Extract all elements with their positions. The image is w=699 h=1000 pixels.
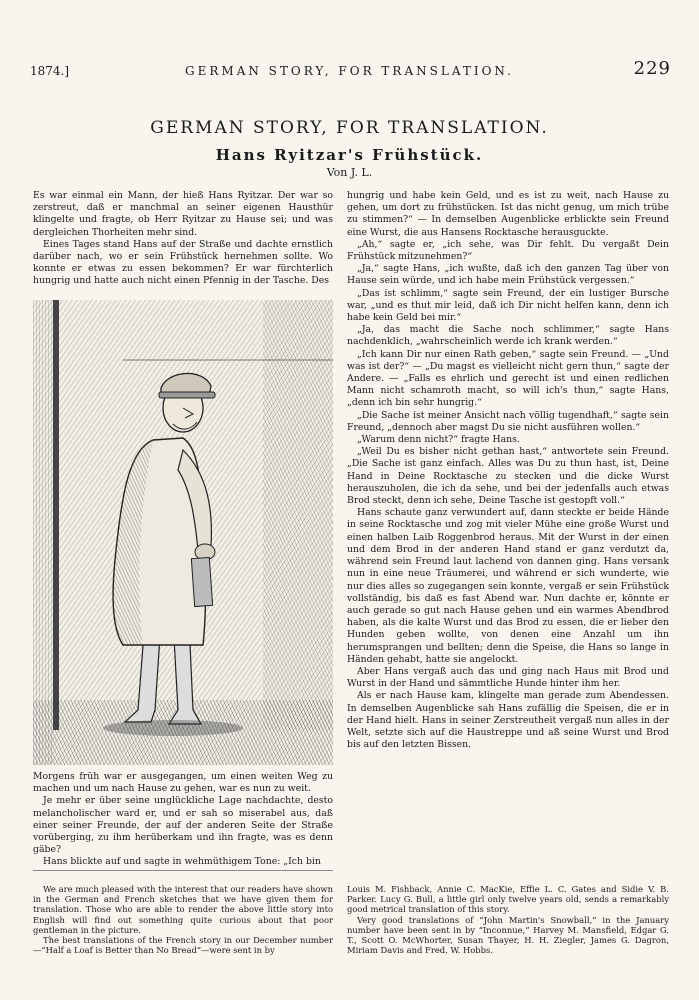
- paragraph: Hans schaute ganz verwundert auf, dann steckte er beide Hände in seine Rocktasche und zog mit vieler Mühe eine große Wurst und einen halben Laib Roggenbrod heraus. Mit der Wurst in der einen und dem Brod in der anderen Hand stand er ganz verdutzt da, während sein Freund laut lachend von dannen ging. Hans versank nun in eine neue Träumerei, und während er sich wunderte, wie nur dies alles so zugegangen sein konnte, vergaß er sein Frühstück vollständig, bis daß es fast Abend war. Nun dachte er, könnte er auch gerade so gut nach Hause gehen und ein warmes Abendbrod haben, als die kalte Wurst und das Brod zu essen, die er lieber den Hunden geben wollte, von denen eine Anzahl um ihn herumsprangen und bellten; denn die Speise, die Hans so lange in Händen gehabt, hatte sie angelockt.: [347, 507, 669, 665]
- paragraph: Louis M. Fishback, Annie C. MacKie, Effie L. C. Gates and Sidie V. B. Parker. Lucy G. Bull, a little girl only twelve years old, sends a remarkably good metrical translation of this story.: [347, 884, 669, 915]
- paragraph: „Das ist schlimm,“ sagte sein Freund, der ein lustiger Bursche war, „und es thut mir leid, daß ich Dir nicht helfen kann, denn ich habe kein Geld bei mir.“: [347, 287, 669, 324]
- page-number: 229: [633, 58, 671, 79]
- paragraph: „Ich kann Dir nur einen Rath geben,“ sagte sein Freund. — „Und was ist der?“ — „Du magst es vielleicht nicht gern thun,“ sagte der Andere. — „Falls es ehrlich und gerecht ist und einen redlichen Mann nicht schamroth macht, so will ich's thun,“ sagte Hans, „denn ich bin sehr hungrig.“: [347, 348, 669, 409]
- paragraph: hungrig und habe kein Geld, und es ist zu weit, nach Hause zu gehen, um dort zu frühstücken. Ist das nicht genug, um mich trübe zu stimmen?“ — In demselben Augenblicke erblickte sein Freund eine Wurst, die aus Hansens Rocktasche herausguckte.: [347, 190, 669, 238]
- paragraph: Als er nach Hause kam, klingelte man gerade zum Abendessen. In demselben Augenblicke sah Hans zufällig die Speisen, die er in der Hand hielt. Hans in seiner Zerstreutheit vergaß nun alles in der Welt, setzte sich auf die Haustreppe und aß seine Wurst und Brod bis auf den letzten Bissen.: [347, 690, 669, 751]
- english-note-left: [33, 884, 333, 955]
- engraving-man-icon: [33, 300, 333, 765]
- running-title: GERMAN STORY, FOR TRANSLATION.: [185, 64, 514, 78]
- paragraph: Aber Hans vergaß auch das und ging nach Haus mit Brod und Wurst in der Hand und sämmtliche Hunde hinter ihm her.: [347, 665, 669, 690]
- paragraph: Very good translations of “John Martin's Snowball,” in the January number have been sent in by “Inconnue,” Harvey M. Mansfield, Edgar G. T., Scott O. McWhorter, Susan Thayer, H. H. Ziegler, James G. Dagron, Miriam Davis and Fred. W. Hobbs.: [347, 914, 669, 956]
- paragraph: „Ah,“ sagte er, „ich sehe, was Dir fehlt. Du vergaßt Dein Frühstück mitzunehmen?“: [347, 238, 669, 263]
- paragraph: „Warum denn nicht?“ fragte Hans.: [357, 434, 520, 446]
- year-label: 1874.]: [30, 64, 70, 78]
- paragraph: Hans blickte auf und sagte in wehmüthigem Tone: „Ich bin: [43, 856, 321, 868]
- story-title: Hans Ryitzar's Frühstück.: [215, 146, 484, 164]
- paragraph: „Die Sache ist meiner Ansicht nach völlig tugendhaft,“ sagte sein Freund, „dennoch aber magst Du sie nicht ausführen wollen.“: [347, 409, 669, 433]
- article-title: GERMAN STORY, FOR TRANSLATION.: [150, 118, 549, 138]
- left-column-top: [33, 190, 333, 288]
- illustration-image: [33, 300, 333, 765]
- paragraph: „Weil Du es bisher nicht gethan hast,“ antwortete sein Freund. „Die Sache ist ganz einfach. Alles was Du zu thun hast, ist, Deine Hand in Deine Rocktasche zu stecken und die dicke Wurst herauszuholen, die ich da sehe, und bei der jedenfalls auch etwas Brod steckt, denn ich sehe, Deine Tasche ist gestopft voll.“: [347, 446, 669, 507]
- paragraph: The best translations of the French story in our December number—“Half a Loaf is Better than No Bread”—were sent in by: [33, 935, 333, 956]
- byline: Von J. L.: [326, 166, 373, 179]
- english-note-right: [347, 884, 669, 955]
- left-column-bottom: [33, 771, 333, 869]
- paragraph: We are much pleased with the interest that our readers have shown in the German and French sketches that we have given them for translation. Those who are able to render the above little story into English will find out something quite curious about that poor gentleman in the picture.: [33, 884, 333, 935]
- paragraph: Eines Tages stand Hans auf der Straße und dachte ernstlich darüber nach, wo er sein Frühstück hernehmen sollte. Wo konnte er etwas zu essen bekommen? Er war fürchterlich hungrig und hatte auch nicht einen Pfennig in der Tasche. Des: [33, 238, 333, 287]
- paragraph: „Ja,“ sagte Hans, „ich wußte, daß ich den ganzen Tag über von Hause sein würde, und ich habe mein Frühstück vergessen.“: [347, 263, 669, 287]
- paragraph: Je mehr er über seine unglückliche Lage nachdachte, desto melancholischer ward er, und er sah so miserabel aus, daß einer seiner Freunde, der auf der anderen Seite der Straße vorüberging, zu ihm herüberkam und ihn fragte, was es denn gäbe?: [33, 795, 333, 856]
- paragraph: Morgens früh war er ausgegangen, um einen weiten Weg zu machen und um nach Hause zu gehen, war es nun zu weit.: [33, 771, 333, 795]
- right-column: [347, 190, 669, 751]
- paragraph: Es war einmal ein Mann, der hieß Hans Ryitzar. Der war so zerstreut, daß er manchmal an seiner eigenen Hausthür klingelte und fragte, ob Herr Ryitzar zu Hause sei; und was dergleichen Thorheiten mehr sind.: [33, 190, 333, 238]
- section-divider: [33, 870, 333, 871]
- paragraph: „Ja, das macht die Sache noch schlimmer,“ sagte Hans nachdenklich, „wahrscheinlich werde ich krank werden.“: [347, 324, 669, 348]
